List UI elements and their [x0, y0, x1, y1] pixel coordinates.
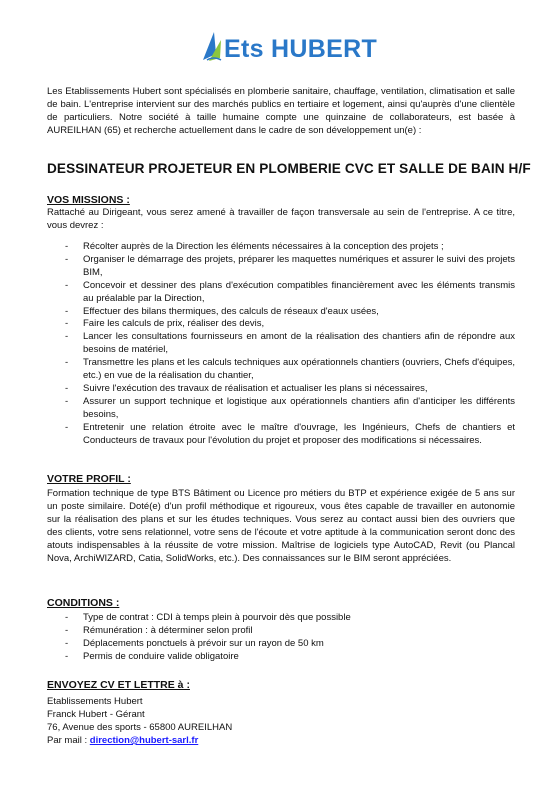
list-item	[47, 612, 515, 625]
dash-bullet: -	[65, 279, 69, 291]
missions-heading: VOS MISSIONS :	[47, 194, 130, 206]
list-item	[47, 625, 515, 638]
contact-company: Etablissements Hubert	[47, 696, 143, 707]
dash-bullet: -	[65, 421, 69, 433]
mission-text: Assurer un support technique et logistique aux opérationnels chantiers afin d'anticiper les différents besoins,	[83, 395, 515, 420]
conditions-list	[47, 612, 515, 664]
dash-bullet: -	[65, 612, 69, 623]
dash-bullet: -	[65, 305, 69, 317]
mission-text: Transmettre les plans et les calculs techniques aux opérationnels chantiers (ouvriers, Chefs d'équipes, etc.) en vue de la réalisation du chantier,	[83, 357, 515, 382]
missions-intro: Rattaché au Dirigeant, vous serez amené à travailler de façon transversale au sein de l'entreprise. A ce titre, vous devrez :	[47, 207, 515, 231]
contact-address: 76, Avenue des sports - 65800 AUREILHAN	[47, 722, 233, 733]
mission-text: Suivre l'exécution des travaux de réalisation et actualiser les plans si nécessaires,	[83, 382, 428, 394]
contact-block	[47, 695, 515, 747]
email-link[interactable]: direction@hubert-sarl.fr	[89, 735, 199, 746]
mission-text: Faire les calculs de prix, réaliser des devis,	[83, 318, 265, 330]
sailboat-logo-icon	[200, 30, 224, 64]
missions-list	[47, 241, 515, 448]
list-item	[47, 254, 515, 280]
mission-text: Effectuer des bilans thermiques, des calculs de réseaux d'eaux usées,	[83, 305, 379, 317]
dash-bullet: -	[65, 382, 69, 394]
list-item	[47, 306, 515, 319]
dash-bullet: -	[65, 395, 69, 407]
job-title: DESSINATEUR PROJETEUR EN PLOMBERIE CVC ET SALLE DE BAIN H/F	[47, 161, 531, 176]
list-item	[47, 651, 515, 664]
contact-heading: ENVOYEZ CV ET LETTRE à :	[47, 679, 190, 691]
list-item	[47, 241, 515, 254]
condition-text: Déplacements ponctuels à prévoir sur un rayon de 50 km	[83, 637, 324, 649]
condition-text: Rémunération : à déterminer selon profil	[83, 624, 253, 636]
mission-text: Concevoir et dessiner des plans d'exécution compatibles financièrement avec les éléments transmis au préalable par la Direction,	[83, 279, 515, 304]
mission-text: Récolter auprès de la Direction les éléments nécessaires à la conception des projets ;	[83, 241, 444, 252]
intro-paragraph: Les Etablissements Hubert sont spécialisés en plomberie sanitaire, chauffage, ventilation, climatisation et salle de bain. L'entreprise intervient sur des marchés publics en tertiaire et logement, ainsi qu'auprès d'une clientèle de particuliers. Notre société à taille humaine compte une quinzaine de collaborateurs, est basée à AUREILHAN (65) et recherche actuellement dans le cadre de son développement un(e) :	[47, 86, 515, 136]
dash-bullet: -	[65, 357, 69, 369]
list-item	[47, 331, 515, 357]
dash-bullet: -	[65, 241, 69, 252]
mission-text: Entretenir une relation étroite avec le maître d'ouvrage, les Ingénieurs, Chefs de chantiers et Conducteurs de travaux pour l'évolution du projet et proposer des modifications si nécessaires.	[83, 421, 515, 446]
dash-bullet: -	[65, 624, 69, 636]
dash-bullet: -	[65, 253, 69, 265]
mail-label: Par mail :	[47, 735, 90, 746]
profil-heading: VOTRE PROFIL :	[47, 473, 131, 485]
dash-bullet: -	[65, 637, 69, 649]
dash-bullet: -	[65, 318, 69, 330]
list-item	[47, 396, 515, 422]
condition-text: Permis de conduire valide obligatoire	[83, 650, 239, 662]
list-item	[47, 357, 515, 383]
list-item	[47, 318, 515, 331]
list-item	[47, 280, 515, 306]
contact-person: Franck Hubert - Gérant	[47, 709, 145, 720]
list-item	[47, 383, 515, 396]
condition-text: Type de contrat : CDI à temps plein à pourvoir dès que possible	[83, 612, 351, 623]
dash-bullet: -	[65, 650, 69, 662]
dash-bullet: -	[65, 331, 69, 343]
contact-mail-line	[47, 734, 515, 747]
mission-text: Lancer les consultations fournisseurs en amont de la réalisation des chantiers afin de répondre aux besoins de matériel,	[83, 331, 515, 356]
list-item	[47, 422, 515, 448]
conditions-heading: CONDITIONS :	[47, 597, 120, 609]
company-logo	[200, 30, 400, 70]
list-item	[47, 638, 515, 651]
logo-text: Ets HUBERT	[224, 35, 378, 63]
profil-paragraph: Formation technique de type BTS Bâtiment ou Licence pro métiers du BTP et expérience exigée de 5 ans sur un poste similaire. Doté(e) d'un profil méthodique et rigoureux, vous êtes capable de travailler en autonomie sur la réalisation des plans et sur les études techniques. Vous serez au contact aussi bien des ouvriers que des clients, votre sens relationnel, votre sens de l'écoute et votre aptitude à la communication seront donc des atouts indispensables à la réussite de votre mission. Maîtrise de logiciels type AutoCAD, Revit (ou Plancal Nova, ArchiWIZARD, Catia, SolidWorks, etc.). Des connaissances sur le BIM seront appréciées.	[47, 488, 515, 564]
mission-text: Organiser le démarrage des projets, préparer les maquettes numériques et assurer le suivi des projets BIM,	[83, 253, 515, 278]
